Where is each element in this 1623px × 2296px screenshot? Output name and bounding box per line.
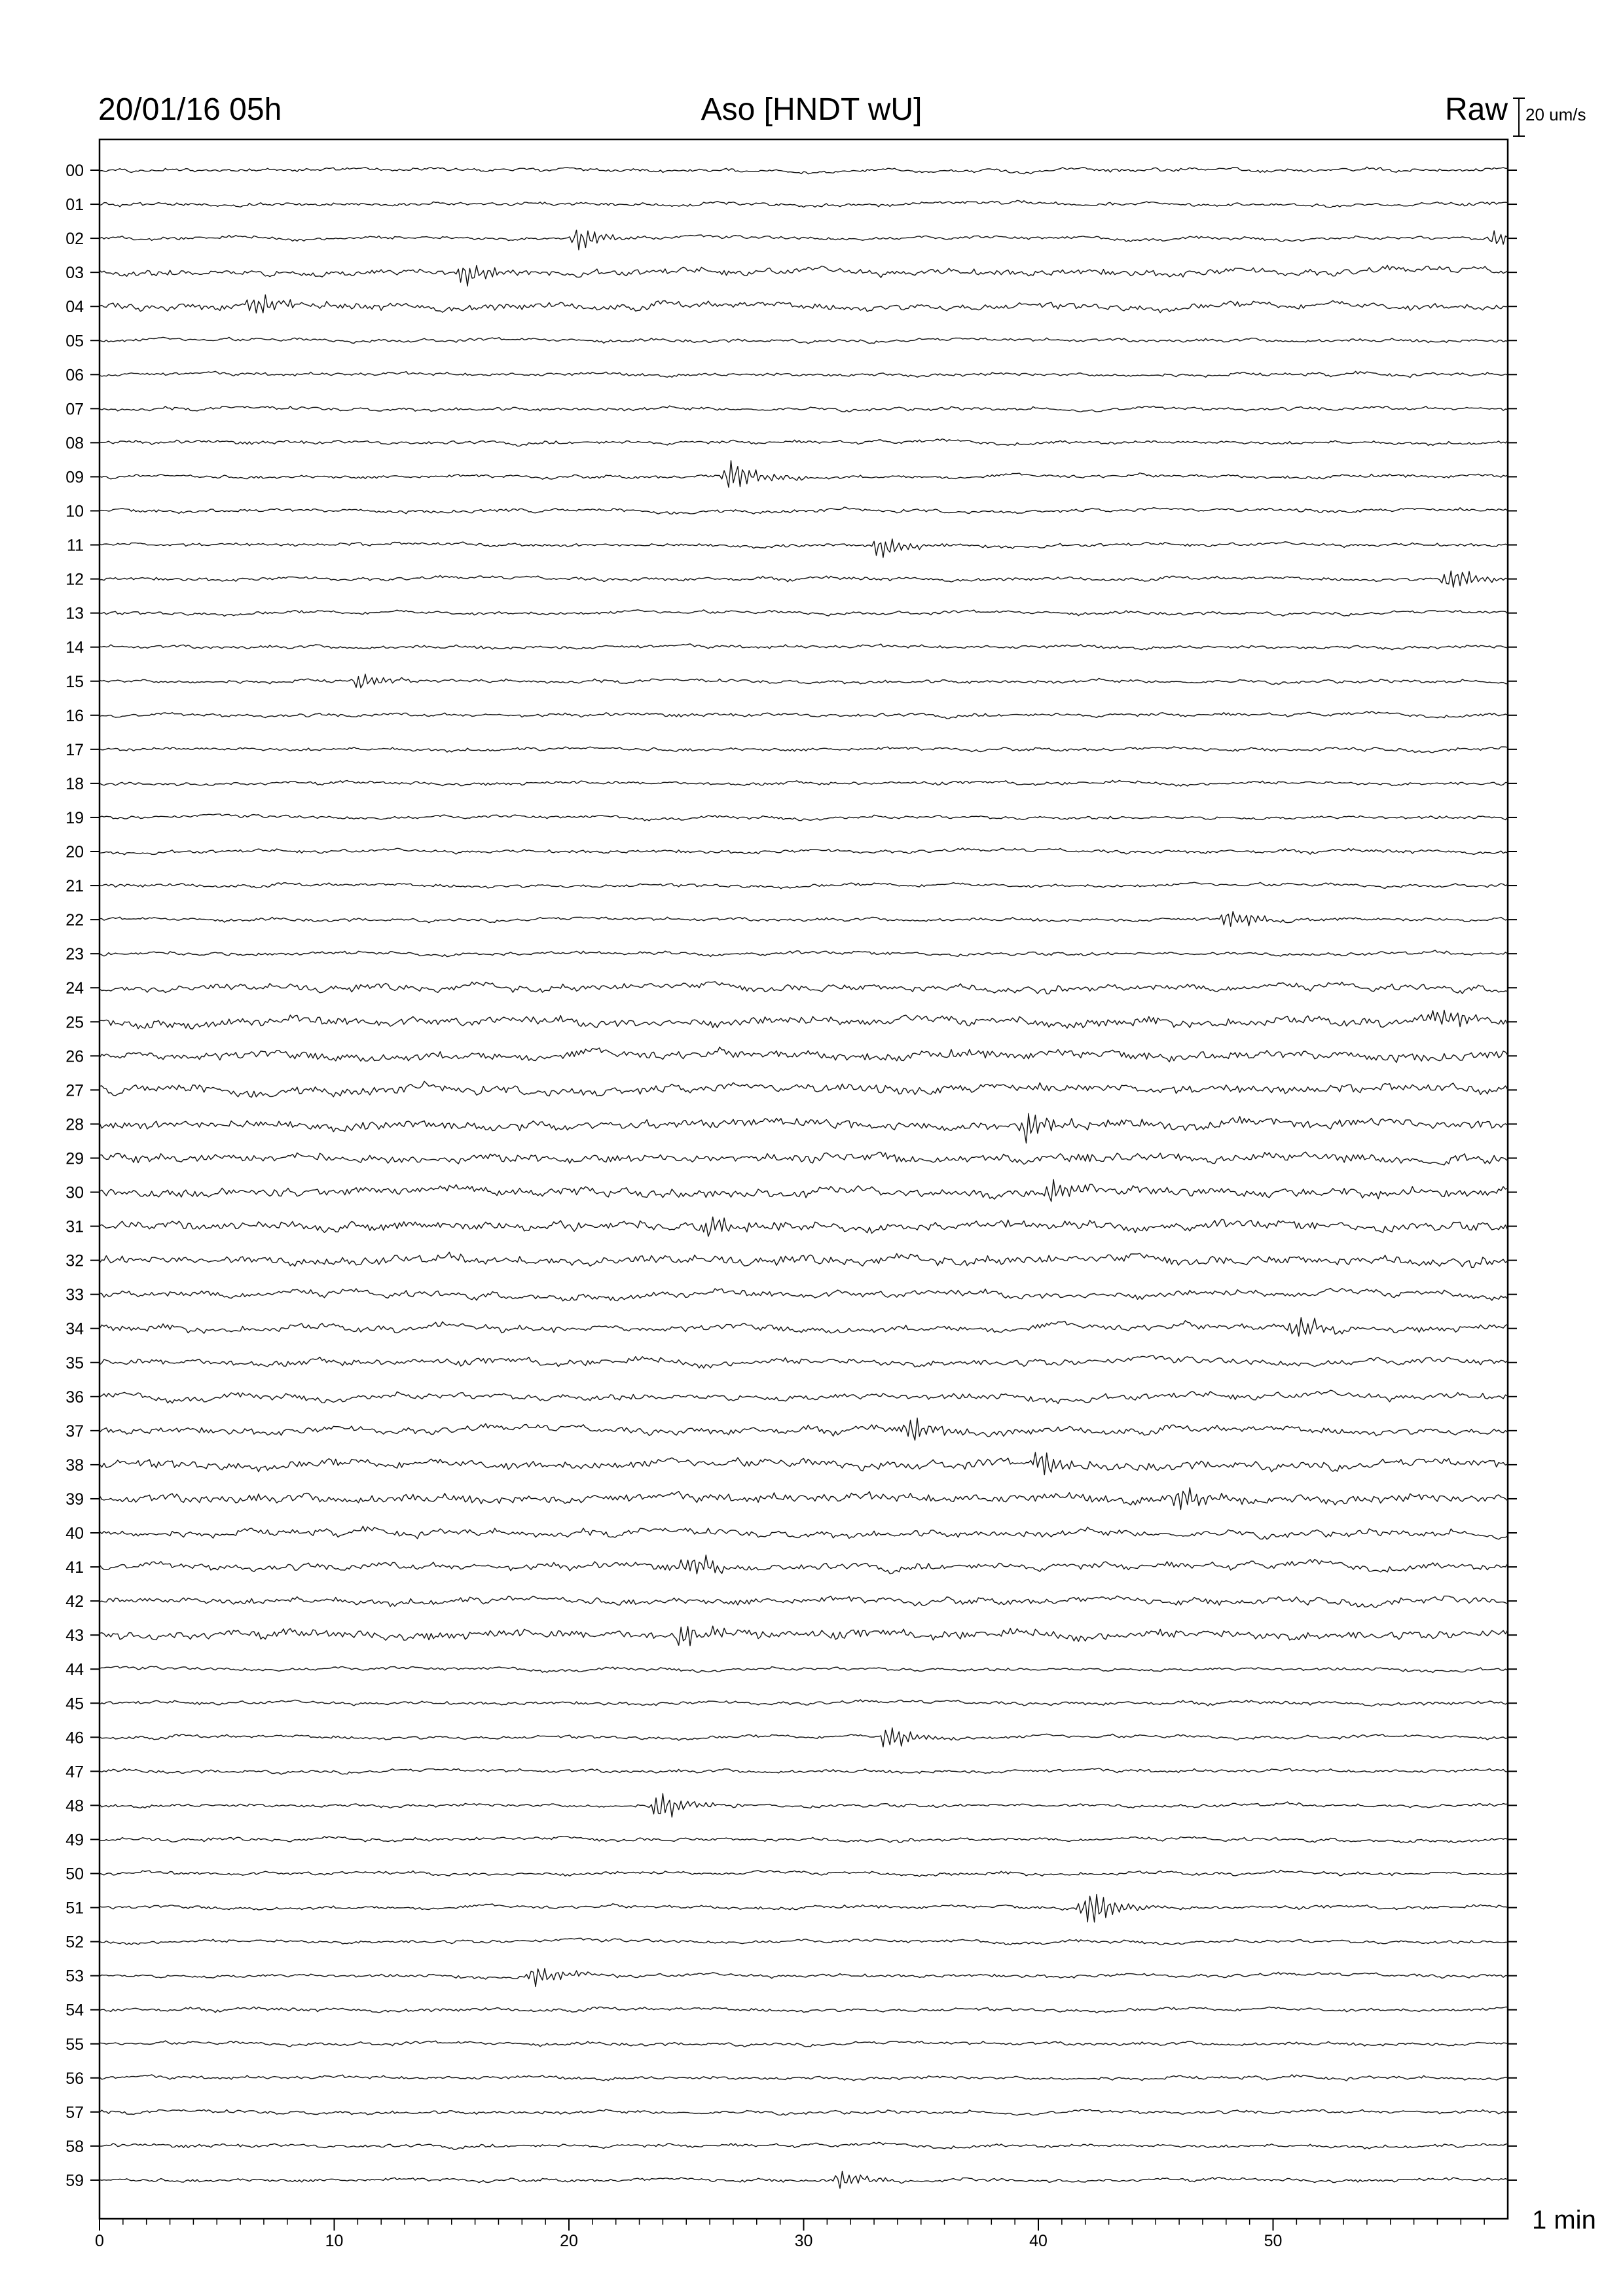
row-label: 19: [65, 808, 84, 827]
trace-row-48: [100, 1793, 1508, 1817]
row-label: 44: [65, 1660, 84, 1679]
trace-row-34: [100, 1318, 1508, 1336]
row-label: 42: [65, 1592, 84, 1611]
trace-row-45: [100, 1700, 1508, 1706]
row-label: 00: [65, 162, 84, 180]
row-label: 41: [65, 1558, 84, 1577]
time-unit-label: 1 min: [1532, 2206, 1596, 2234]
x-tick-label: 10: [325, 2232, 344, 2250]
trace-row-53: [100, 1969, 1508, 1987]
row-label: 29: [65, 1149, 84, 1168]
row-label: 08: [65, 434, 84, 453]
x-tick-label: 30: [794, 2232, 813, 2250]
trace-row-52: [100, 1938, 1508, 1945]
trace-row-17: [100, 747, 1508, 753]
station-title: Aso [HNDT wU]: [701, 92, 922, 127]
row-label: 06: [65, 366, 84, 385]
row-label: 49: [65, 1831, 84, 1850]
row-label: 31: [65, 1217, 84, 1236]
row-label: 20: [65, 843, 84, 861]
x-tick-label: 0: [95, 2232, 104, 2250]
row-label: 52: [65, 1933, 84, 1952]
row-label: 55: [65, 2035, 84, 2054]
trace-row-59: [100, 2171, 1508, 2188]
trace-row-07: [100, 406, 1508, 412]
trace-row-16: [100, 711, 1508, 719]
trace-row-49: [100, 1837, 1508, 1843]
trace-row-57: [100, 2109, 1508, 2115]
trace-row-10: [100, 507, 1508, 514]
row-label: 35: [65, 1354, 84, 1372]
row-label: 03: [65, 264, 84, 283]
trace-row-40: [100, 1526, 1508, 1539]
row-label: 21: [65, 877, 84, 896]
trace-row-41: [100, 1555, 1508, 1574]
row-label: 36: [65, 1388, 84, 1407]
row-label: 32: [65, 1251, 84, 1270]
row-label: 51: [65, 1899, 84, 1918]
row-label: 45: [65, 1695, 84, 1713]
trace-row-29: [100, 1152, 1508, 1165]
row-label: 56: [65, 2069, 84, 2088]
trace-row-04: [100, 295, 1508, 313]
trace-row-37: [100, 1418, 1508, 1441]
trace-row-05: [100, 337, 1508, 344]
row-label: 10: [65, 502, 84, 521]
row-label: 40: [65, 1524, 84, 1543]
trace-row-03: [100, 265, 1508, 286]
row-label: 46: [65, 1729, 84, 1748]
row-label: 47: [65, 1763, 84, 1782]
row-label: 34: [65, 1319, 84, 1338]
row-label: 23: [65, 945, 84, 964]
x-axis-ticks: [95, 2219, 1484, 2250]
trace-row-43: [100, 1626, 1508, 1645]
trace-row-35: [100, 1355, 1508, 1368]
row-label: 37: [65, 1422, 84, 1441]
trace-row-50: [100, 1870, 1508, 1876]
row-label: 16: [65, 706, 84, 725]
row-label: 59: [65, 2171, 84, 2190]
row-label: 48: [65, 1797, 84, 1816]
trace-row-09: [100, 461, 1508, 488]
trace-row-42: [100, 1596, 1508, 1607]
row-label: 43: [65, 1626, 84, 1645]
row-label: 25: [65, 1013, 84, 1032]
row-label: 39: [65, 1490, 84, 1509]
x-tick-label: 40: [1029, 2232, 1048, 2250]
trace-row-08: [100, 439, 1508, 446]
trace-row-55: [100, 2041, 1508, 2047]
trace-row-46: [100, 1728, 1508, 1747]
row-label: 01: [65, 196, 84, 215]
row-label: 28: [65, 1115, 84, 1134]
trace-row-14: [100, 644, 1508, 650]
trace-row-02: [100, 230, 1508, 250]
trace-row-31: [100, 1217, 1508, 1236]
row-label: 27: [65, 1081, 84, 1100]
trace-row-26: [100, 1047, 1508, 1063]
mode-label: Raw: [1444, 92, 1508, 127]
row-label: 26: [65, 1047, 84, 1066]
row-label: 14: [65, 638, 84, 657]
trace-row-23: [100, 950, 1508, 957]
trace-row-54: [100, 2007, 1508, 2013]
trace-row-00: [100, 167, 1508, 174]
trace-row-21: [100, 882, 1508, 889]
trace-row-56: [100, 2075, 1508, 2081]
trace-row-32: [100, 1252, 1508, 1267]
record-date: 20/01/16 05h: [98, 92, 282, 127]
amplitude-scale-label: 20 um/s: [1525, 105, 1586, 124]
x-tick-label: 50: [1264, 2232, 1283, 2250]
trace-row-12: [100, 571, 1508, 587]
trace-row-51: [100, 1895, 1508, 1922]
x-tick-label: 20: [560, 2232, 578, 2250]
row-label: 38: [65, 1456, 84, 1475]
row-label: 53: [65, 1967, 84, 1986]
row-label: 33: [65, 1285, 84, 1304]
trace-row-38: [100, 1452, 1508, 1475]
row-label: 13: [65, 604, 84, 623]
trace-row-58: [100, 2142, 1508, 2149]
trace-row-18: [100, 780, 1508, 786]
trace-row-25: [100, 1010, 1508, 1029]
trace-group: [90, 167, 1517, 2188]
trace-row-24: [100, 982, 1508, 994]
trace-row-19: [100, 814, 1508, 821]
row-label: 05: [65, 332, 84, 351]
row-label: 07: [65, 400, 84, 419]
trace-row-36: [100, 1390, 1508, 1403]
trace-row-15: [100, 674, 1508, 688]
trace-row-28: [100, 1113, 1508, 1143]
row-label: 58: [65, 2137, 84, 2156]
row-label: 04: [65, 298, 84, 317]
row-label: 12: [65, 570, 84, 589]
row-label: 09: [65, 468, 84, 487]
trace-row-13: [100, 610, 1508, 617]
trace-row-06: [100, 371, 1508, 378]
row-label-group: [65, 162, 84, 2190]
trace-row-30: [100, 1179, 1508, 1202]
trace-row-01: [100, 200, 1508, 207]
trace-row-20: [100, 848, 1508, 855]
row-label: 30: [65, 1183, 84, 1202]
amplitude-scale-bar: [1513, 98, 1525, 136]
trace-row-44: [100, 1666, 1508, 1673]
row-label: 15: [65, 672, 84, 691]
row-label: 18: [65, 774, 84, 793]
row-label: 54: [65, 2001, 84, 2020]
trace-row-47: [100, 1768, 1508, 1774]
row-label: 17: [65, 740, 84, 759]
trace-row-33: [100, 1289, 1508, 1301]
trace-row-27: [100, 1081, 1508, 1097]
row-label: 22: [65, 911, 84, 930]
row-label: 02: [65, 230, 84, 249]
trace-row-39: [100, 1488, 1508, 1510]
row-label: 50: [65, 1865, 84, 1884]
row-label: 24: [65, 979, 84, 998]
row-label: 11: [67, 536, 84, 555]
trace-row-11: [100, 539, 1508, 557]
trace-row-22: [100, 912, 1508, 927]
row-label: 57: [65, 2103, 84, 2122]
